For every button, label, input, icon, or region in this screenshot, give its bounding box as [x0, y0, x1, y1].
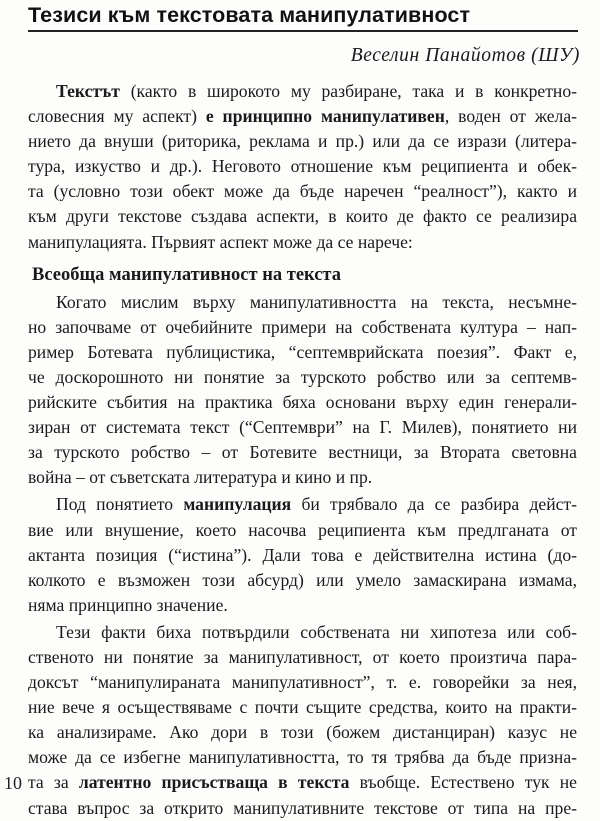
- text-line: Когато мислим върху манипулативността на текста, несъмне-: [56, 291, 577, 312]
- text-line: че доскорошното ни понятие за турското робство или за септемв-: [28, 366, 577, 387]
- text-line: ственото ни понятие за манипулативност, от което произтича пара-: [28, 646, 577, 667]
- text-span: , воден от жела-: [444, 106, 577, 127]
- text-line: вие или внушение, което насочва реципиента към предлганата от: [28, 519, 577, 540]
- text-span: (както в широкото му разбиране, така и в конкретно-: [119, 81, 577, 101]
- page-number: 10: [4, 773, 22, 793]
- bold-term: манипулация: [183, 494, 292, 515]
- text-line: няма принципно значение.: [28, 594, 228, 615]
- paragraph-4: [28, 620, 577, 821]
- article-header: [28, 2, 582, 32]
- text-line: Тези факти биха потвърдили собствената ни хипотеза или соб-: [56, 621, 577, 642]
- text-span: би трябвало да се разбира дейст-: [291, 494, 577, 515]
- text-line: [28, 79, 577, 104]
- article-body: [28, 79, 577, 821]
- text-line: към други текстове създава аспекти, в които де факто се реализира: [28, 206, 577, 227]
- text-line: ка анализираме. Ако дори в този (божем дистанциран) казус не: [28, 722, 577, 743]
- text-span: Под понятието: [56, 494, 184, 515]
- text-line: колкото е възможен този абсурд) или умело замаскирана измама,: [28, 569, 577, 590]
- text-line: война – от съветската литература и кино и пр.: [28, 467, 373, 488]
- text-span: въобще. Естествено тук не: [349, 772, 577, 793]
- text-span: та за: [28, 772, 79, 793]
- title-rule: [28, 30, 578, 32]
- text-line: рийските събития на практика бяха основани върху един генерали-: [28, 392, 577, 413]
- text-line: ример Ботевата публицистика, “септемврийската поезия”. Факт е,: [28, 341, 577, 362]
- text-line: тура, изкуство и др.). Неговото отношение към реципиента и обек-: [28, 156, 577, 177]
- bold-term: Текстът: [56, 81, 120, 101]
- paragraph-1: [28, 79, 577, 255]
- text-line: доксът “манипулираната манипулативност”, т. е. говорейки за нея,: [28, 672, 577, 693]
- text-line: актанта позиция (“истина”). Дали това е действителна истина (до-: [28, 544, 577, 565]
- text-line: [28, 492, 577, 517]
- text-line: за турското робство – от Ботевите вестници, за Втората световна: [28, 442, 577, 463]
- section-heading: Всеобща манипулативност на текста: [32, 264, 341, 285]
- text-line: нието да внуши (риторика, реклама и пр.) или да се изрази (литера-: [28, 131, 577, 152]
- text-line: може да се избегне манипулативността, то тя трябва да бъде призна-: [28, 747, 577, 768]
- text-span: словесния му аспект): [28, 106, 206, 127]
- text-line: та (условно този обект може да бъде наречен “реалност”), както и: [28, 181, 577, 202]
- text-line: манипулацията. Първият аспект може да се нарече:: [28, 231, 413, 252]
- paragraph-3: [28, 492, 577, 617]
- text-line: [28, 104, 577, 129]
- text-line: но започваме от очебийните примери на собствената култура – нап-: [28, 316, 577, 337]
- text-line: [28, 770, 577, 795]
- text-line: става въпрос за открито манипулативните текстове от типа на пре-: [28, 797, 577, 818]
- text-line: зиран от системата текст (“Септември” на Г. Милев), понятието ни: [28, 417, 577, 438]
- article-author: Веселин Панайотов (ШУ): [350, 45, 580, 66]
- bold-term: латентно присъстваща в текста: [78, 772, 350, 793]
- bold-term: е принципно манипулативен: [205, 106, 445, 127]
- text-line: ние вече я осъществяваме с почти същите средства, които на практи-: [28, 697, 577, 718]
- article-title: Тезиси към текстовата манипулативност: [28, 3, 471, 27]
- paragraph-2: [28, 290, 577, 491]
